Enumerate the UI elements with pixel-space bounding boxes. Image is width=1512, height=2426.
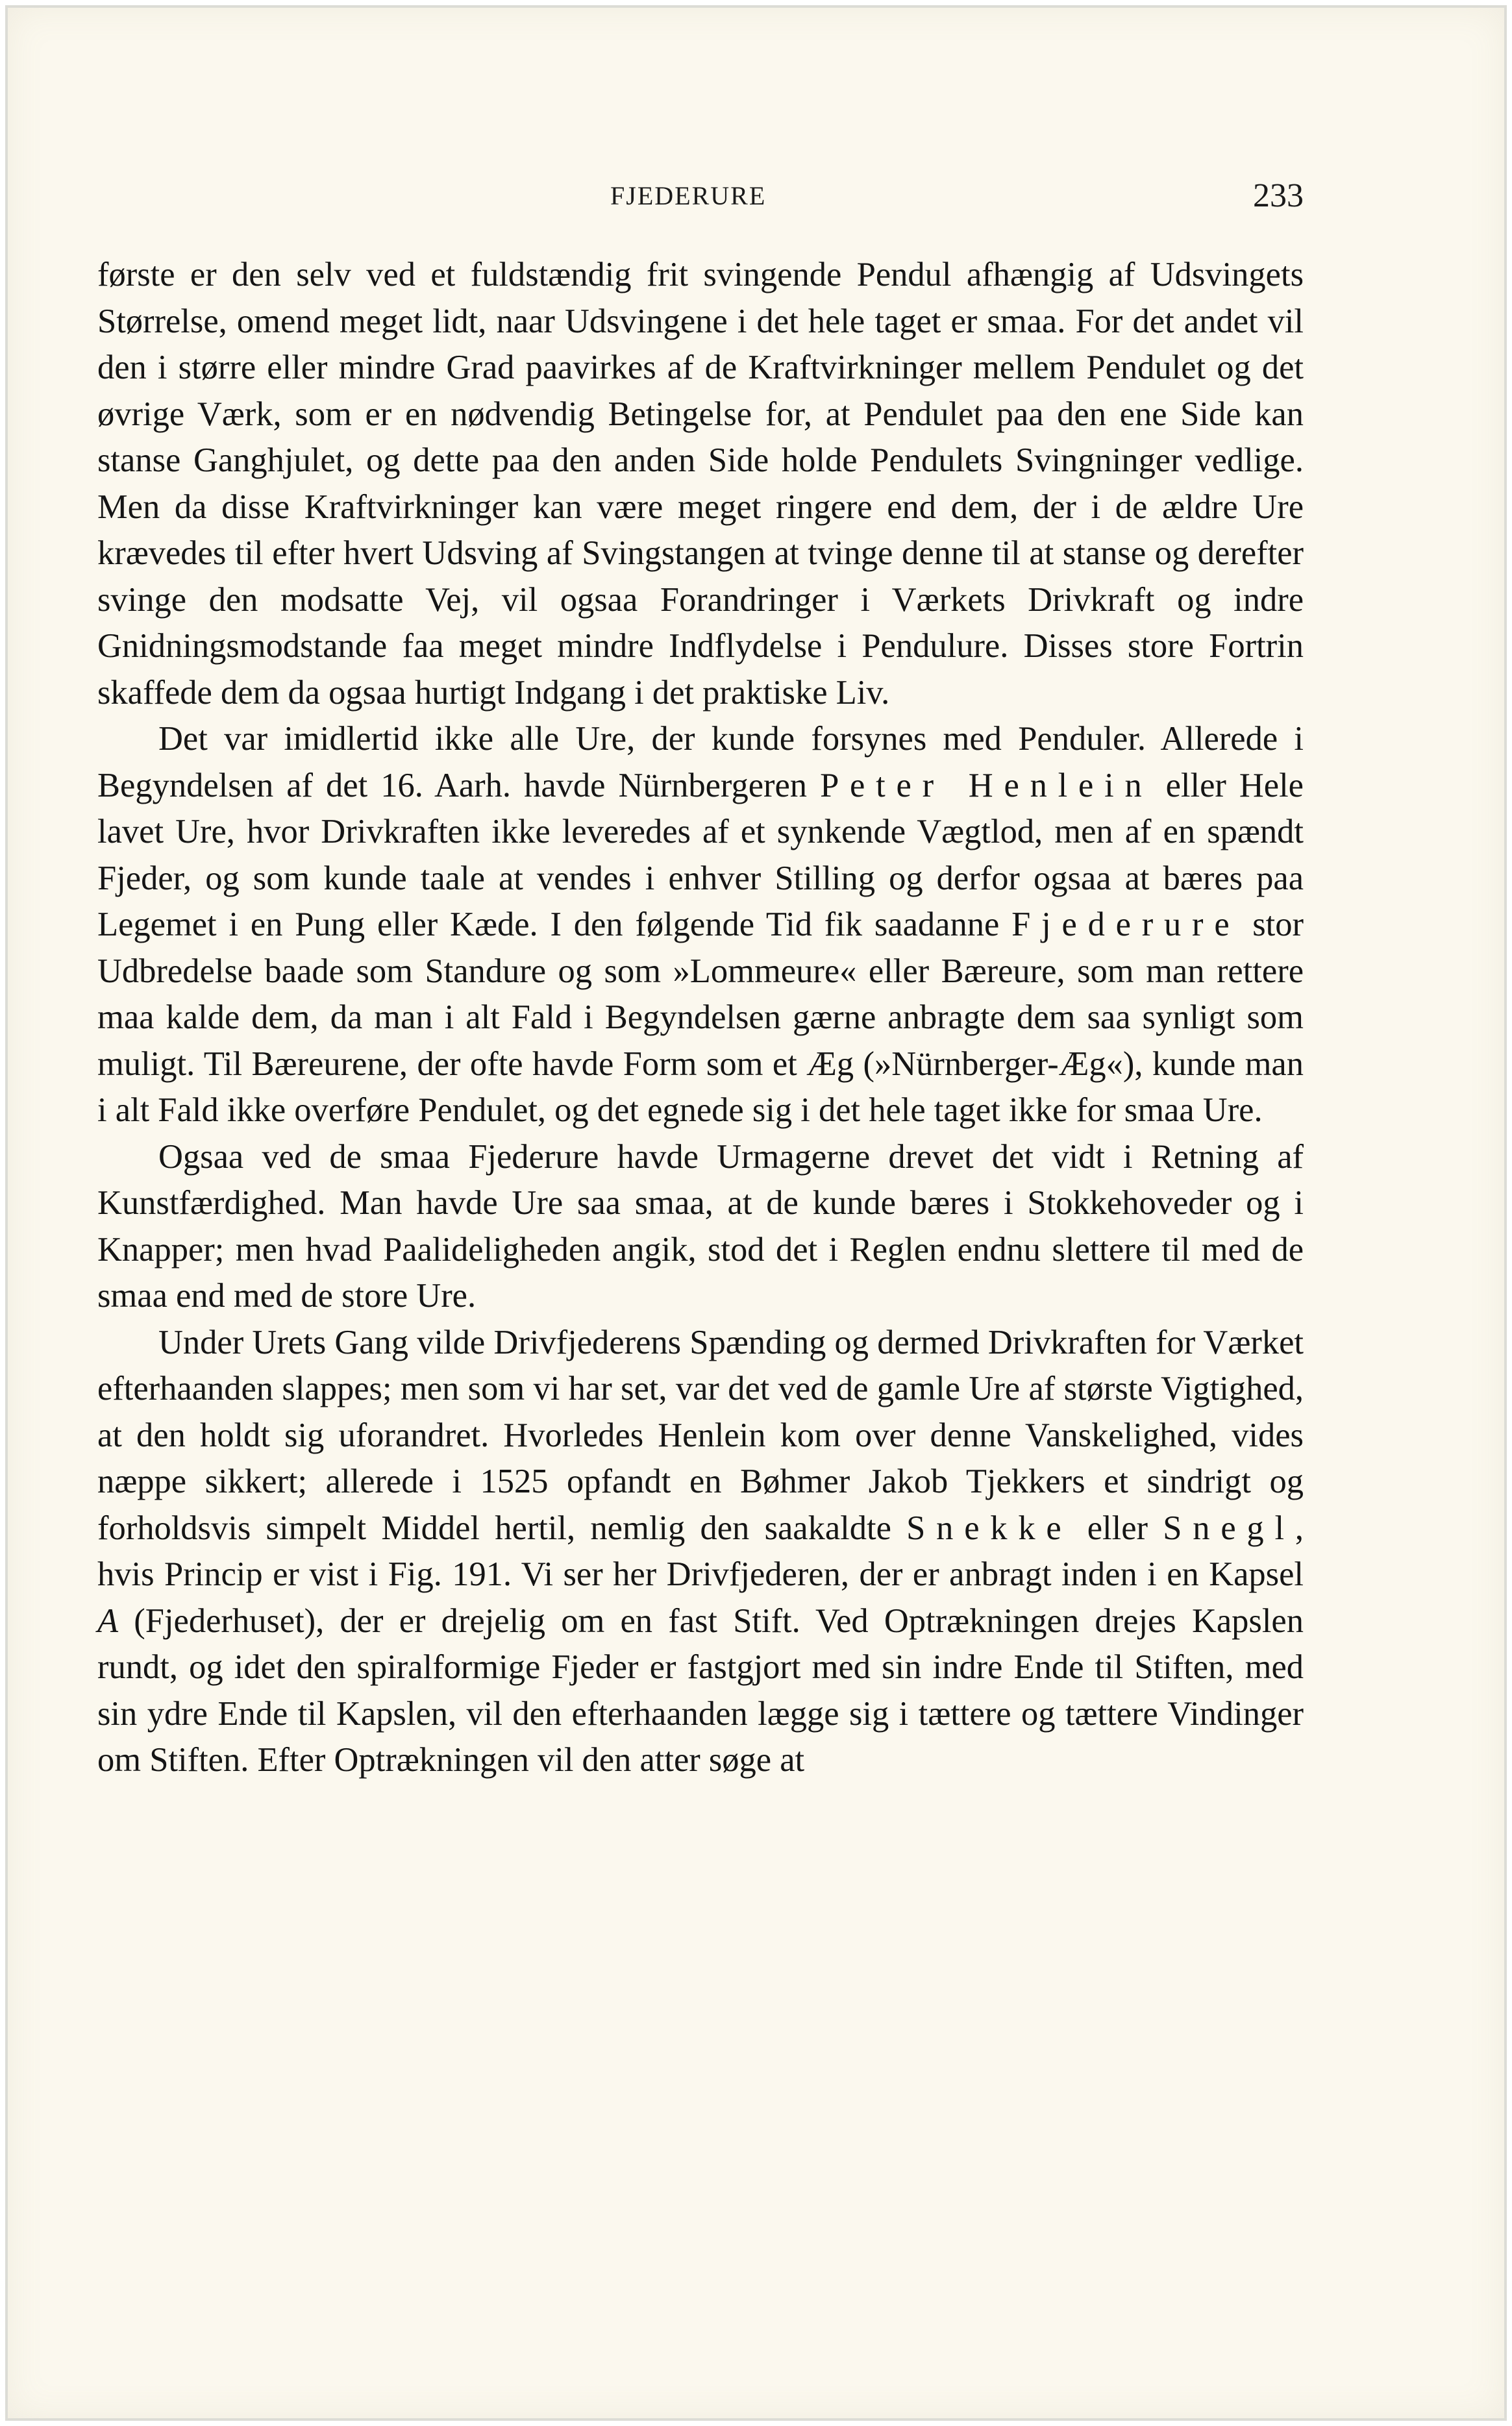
- person-name: Peter Henlein: [820, 766, 1153, 804]
- running-head: [0, 175, 1512, 214]
- paragraph-2-text-a: Det var imidlertid ikke alle Ure, der kunde forsynes med Penduler. Allerede i Begyndelsen af det 16. Aarh. havde Nürnbergeren: [97, 720, 1304, 804]
- running-title: FJEDERURE: [610, 181, 767, 210]
- term-snegl: Snegl: [1163, 1509, 1295, 1547]
- paragraph-1: [97, 252, 1304, 716]
- term-snekke: Snekke: [906, 1509, 1072, 1547]
- paragraph-4-text-c: , hvis Princip er vist i Fig. 191. Vi ser her Drivfjederen, der er anbragt inden i en Kapsel: [97, 1509, 1304, 1593]
- body-text: [97, 252, 1304, 1784]
- paragraph-1-text: første er den selv ved et fuldstændig frit svingende Pendul afhængig af Udsvingets Størrelse, omend meget lidt, naar Udsvingene i det hele taget er smaa. For det andet vil den i større eller mindre Grad paavirkes af de Kraftvirkninger mellem Pendulet og det øvrige Værk, som er en nødvendig Betingelse for, at Pendulet paa den ene Side kan stanse Ganghjulet, og dette paa den anden Side holde Pendulets Svingninger vedlige. Men da disse Kraftvirkninger kan være meget ringere end dem, der i de ældre Ure krævedes til efter hvert Udsving af Svingstangen at tvinge denne til at stanse og derefter svinge den modsatte Vej, vil ogsaa Forandringer i Værkets Drivkraft og indre Gnidningsmodstande faa meget mindre Indflydelse i Pendulure. Disses store Fortrin skaffede dem da ogsaa hurtigt Indgang i det praktiske Liv.: [97, 256, 1304, 712]
- paragraph-4-text-d: (Fjederhuset), der er drejelig om en fast Stift. Ved Optrækningen drejes Kapslen rundt, og idet den spiralformige Fjeder er fastgjort med sin indre Ende til Stiften, med sin ydre Ende til Kapslen, vil den efterhaanden lægge sig i tættere og tættere Vindinger om Stiften. Efter Optrækningen vil den atter søge at: [97, 1602, 1304, 1779]
- paragraph-4-text-b: eller: [1072, 1509, 1163, 1547]
- paragraph-3-text: Ogsaa ved de smaa Fjederure havde Urmagerne drevet det vidt i Retning af Kunstfærdighed. Man havde Ure saa smaa, at de kunde bæres i Stokkehoveder og i Knapper; men hvad Paalideligheden angik, stod det i Reglen endnu slettere til med de smaa end med de store Ure.: [97, 1137, 1304, 1315]
- paragraph-4: [97, 1320, 1304, 1784]
- paragraph-3: [97, 1134, 1304, 1320]
- page-number: 233: [1253, 177, 1304, 214]
- paragraph-2-text-b: eller Hele lavet Ure, hvor Drivkraften ikke leveredes af et synkende Vægtlod, men af en spændt Fjeder, og som kunde taale at vendes i enhver Stilling og derfor ogsaa at bæres paa Legemet i en Pung eller Kæde. I den følgende Tid fik saadanne: [97, 766, 1304, 943]
- paragraph-4-text-a: Under Urets Gang vilde Drivfjederens Spænding og dermed Drivkraften for Værket efterhaanden slappes; men som vi har set, var det ved de gamle Ure af største Vigtighed, at den holdt sig uforandret. Hvorledes Henlein kom over denne Vanskelighed, vides næppe sikkert; allerede i 1525 opfandt en Bøhmer Jakob Tjekkers et sindrigt og forholdsvis simpelt Middel hertil, nemlig den saakaldte: [97, 1323, 1304, 1547]
- figure-label-a: A: [97, 1602, 119, 1640]
- paragraph-2-text-c: stor Udbredelse baade som Standure og som »Lommeure« eller Bæreure, som man rettere maa kalde dem, da man i alt Fald i Begyndelsen gærne anbragte dem saa synligt som muligt. Til Bæreurene, der ofte havde Form som et Æg (»Nürnberger-Æg«), kunde man i alt Fald ikke overføre Pendulet, og det egnede sig i det hele taget ikke for smaa Ure.: [97, 906, 1304, 1129]
- term-fjederure: Fjederure: [1011, 906, 1241, 943]
- paragraph-2: [97, 716, 1304, 1134]
